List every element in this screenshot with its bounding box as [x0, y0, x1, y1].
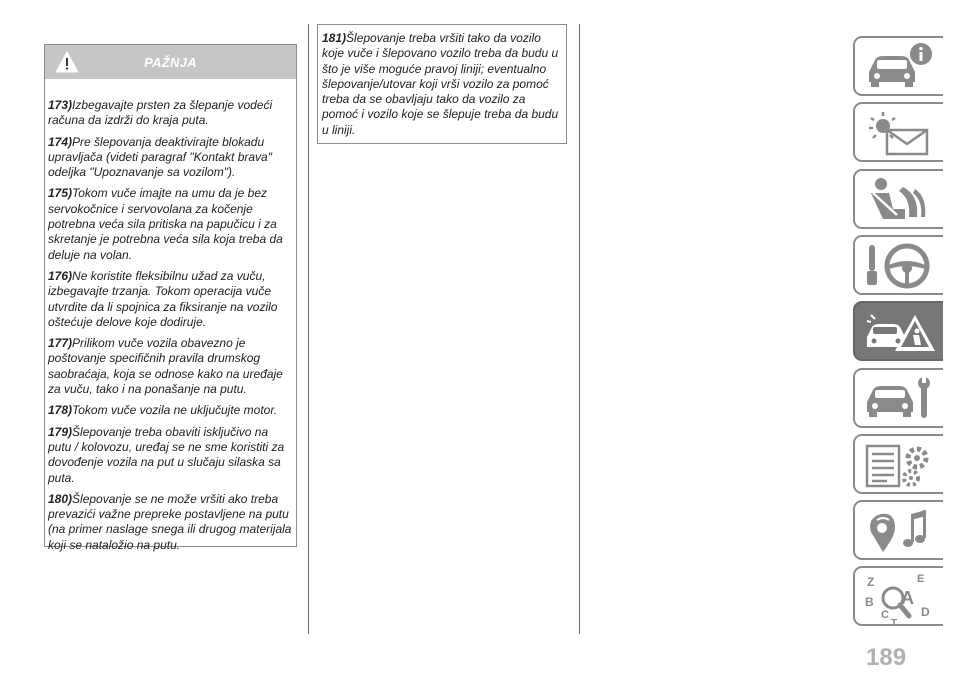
multimedia-icon — [863, 506, 935, 556]
index-letter: T — [891, 618, 898, 629]
warning-item: 173)Izbegavajte prsten za šlepanje vodeći računa da izdrži do kraja puta. — [48, 98, 273, 128]
warning-item: 175)Tokom vuče imajte na umu da je bez servokočnice i servovolana za kočenje potrebna veća sila pritiska na papučicu i za skretanje je potrebna veća sila koja treba da deluje na volan. — [48, 186, 283, 262]
warning-item: 174)Pre šlepovanja deaktivirajte blokadu upravljača (videti paragraf "Kontakt brava" odeljka "Upoznavanje sa vozilom"). — [48, 134, 272, 180]
warning-title: PAŽNJA — [144, 55, 197, 70]
tab-index[interactable] — [853, 566, 943, 629]
index-letter: D — [921, 605, 930, 619]
index-icon — [863, 572, 935, 629]
warning-item: 176)Ne koristite fleksibilnu užad za vuču, izbegavajte trzanja. Tokom operacija vuče utvrdite da li spojnica za fiksiranje na vozilo oštećuje delove koje dodiruje. — [48, 268, 278, 329]
technical-data-icon — [863, 440, 935, 490]
index-letter: B — [865, 595, 874, 609]
emergency-icon — [863, 307, 935, 357]
column-divider — [308, 24, 309, 634]
tab-emergency[interactable] — [853, 301, 943, 361]
warning-item: 179)Šlepovanje treba obaviti isključivo na putu / kolovozu, uređaj se ne sme koristiti za dovođenje vozila na put u slučaju silaska sa puta. — [48, 424, 285, 485]
warning-header — [45, 45, 296, 79]
tab-seat-safety[interactable] — [853, 169, 943, 229]
column-divider — [579, 24, 580, 634]
warning-item: 177)Prilikom vuče vozila obavezno je poštovanje specifičnih pravila drumskog saobraćaja, koja se odnose kako na uređaje za vuču, tako i na ponašanje na putu. — [48, 336, 283, 397]
warning-item: 180)Šlepovanje se ne može vršiti ako treba prevazići važne prepreke postavljene na putu (na primer naslage snega ili drugog materijala koji se nataložio na putu. — [48, 491, 292, 552]
index-letter: A — [901, 588, 914, 608]
warning-items — [45, 79, 296, 553]
tab-maintenance[interactable] — [853, 368, 943, 428]
tab-warning-lights[interactable] — [853, 102, 943, 162]
tab-car-info[interactable] — [853, 36, 943, 96]
tab-steering[interactable] — [853, 235, 943, 295]
index-letter: E — [917, 573, 925, 585]
tab-technical-data[interactable] — [853, 434, 943, 494]
warning-lights-icon — [863, 108, 935, 158]
warning-item: 181)Šlepovanje treba vršiti tako da vozilo koje vuče i šlepovano vozilo treba da budu u što je više moguće pravoj liniji; eventualno šlepovanje/utovar koji vrši vozilo za pomoć treba da se obavljaju tako da vozilo za pomoć i vozilo koje se šlepuje treba da budu u liniji. — [322, 31, 559, 137]
index-letter: Z — [867, 575, 875, 589]
warning-continuation-box — [317, 24, 567, 144]
steering-wheel-icon — [863, 241, 935, 291]
index-letter: C — [881, 609, 889, 621]
page-number: 189 — [866, 644, 907, 671]
car-info-icon — [863, 42, 935, 92]
car-maintenance-icon — [863, 374, 935, 424]
tab-multimedia[interactable] — [853, 500, 943, 560]
seat-safety-icon — [863, 175, 935, 225]
warning-box — [44, 44, 297, 552]
warning-item: 178)Tokom vuče vozila ne uključujte motor. — [48, 403, 278, 418]
